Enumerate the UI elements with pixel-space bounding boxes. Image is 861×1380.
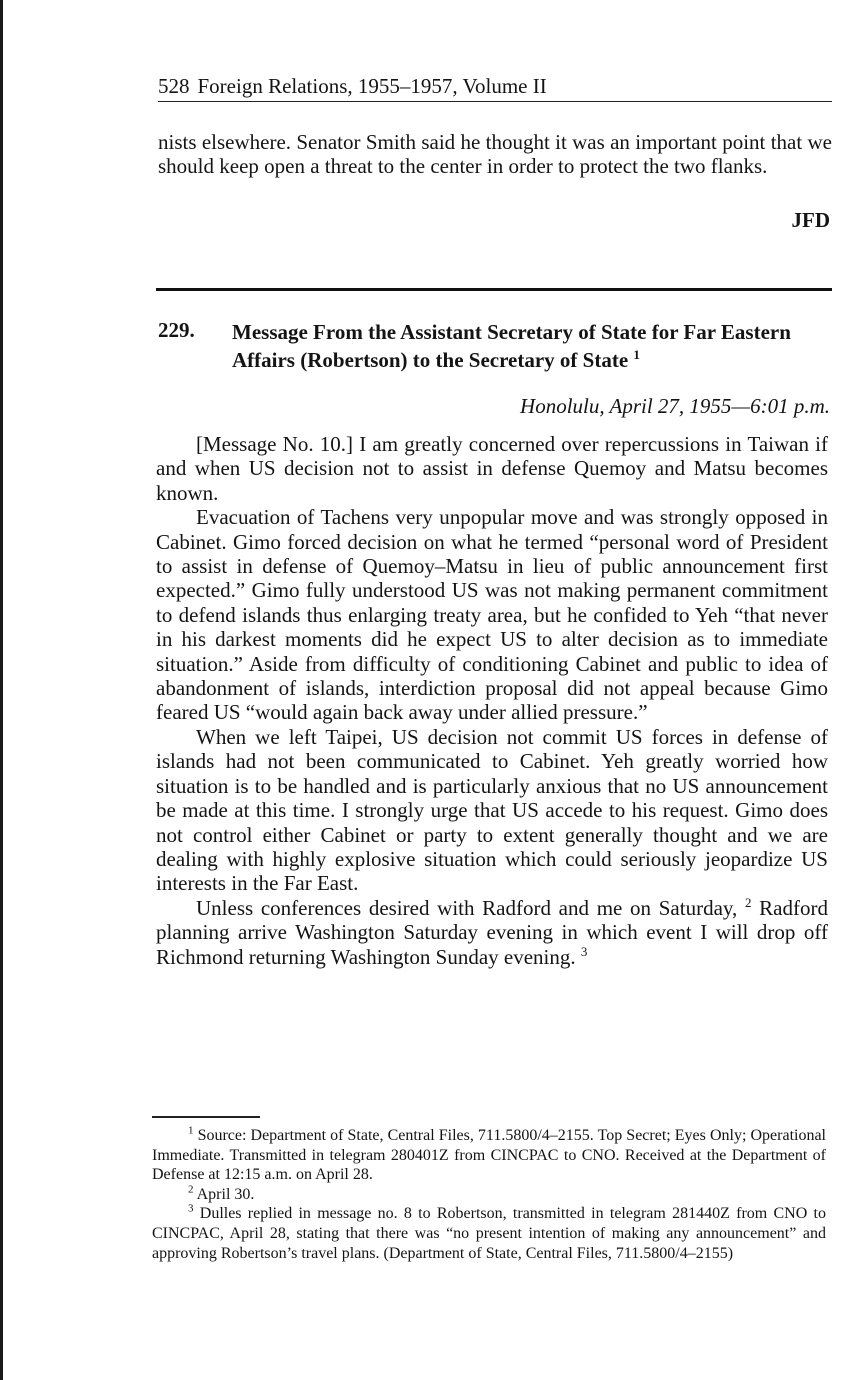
- footnote-3-marker: 3: [188, 1203, 194, 1216]
- section-divider: [156, 288, 832, 291]
- footnote-separator: [152, 1116, 260, 1118]
- footnotes: [152, 1126, 826, 1263]
- paragraph-3: When we left Taipei, US decision not commit US forces in defense of islands had not been communicated to Cabinet. Yeh greatly worried how situation is to be handled and is particularly anxious that no US announcement be made at this time. I strongly urge that US accede to his request. Gimo does not control either Cabinet or party to extent generally thought and we are dealing with highly explosive situation which could seriously jeopardize US interests in the Far East.: [156, 724, 828, 896]
- paragraph-4-part-b: Radford planning arrive Washington Saturday evening in which event I will drop off Richmond returning Washington Sunday evening.: [156, 895, 828, 969]
- footnote-1-text: Source: Department of State, Central Files, 711.5800/4–2155. Top Secret; Eyes Only; Operational Immediate. Transmitted in telegram 280401Z from CINCPAC to CNO. Received at the Department of Defense at 12:15 a.m. on April 28.: [152, 1127, 826, 1184]
- footnote-2-marker: 2: [188, 1183, 194, 1196]
- footnote-3-text: Dulles replied in message no. 8 to Robertson, transmitted in telegram 281440Z from CNO to CINCPAC, April 28, stating that there was “no present intention of making any announcement” and approving Robertson’s travel plans. (Department of State, Central Files, 711.5800/4–2155): [152, 1205, 826, 1262]
- footnote-3: [152, 1204, 826, 1263]
- paragraph-2: Evacuation of Tachens very unpopular move and was strongly opposed in Cabinet. Gimo forced decision on what he termed “personal word of President to assist in defense of Quemoy–Matsu in lieu of public announcement first expected.” Gimo fully understood US was not making permanent commitment to defend islands thus enlarging treaty area, but he confided to Yeh “that never in his darkest moments did he expect US to alter decision as to immediate situation.” Aside from difficulty of conditioning Cabinet and public to idea of abandonment of islands, interdiction proposal did not appeal because Gimo feared US “would again back away under allied pressure.”: [156, 505, 828, 725]
- page-number: 528: [158, 74, 190, 98]
- document-number: 229.: [158, 318, 195, 342]
- footnote-ref-1: 1: [633, 347, 640, 362]
- signature-initials: JFD: [791, 208, 830, 232]
- page-edge-shadow: [0, 0, 3, 1380]
- paragraph-1: [Message No. 10.] I am greatly concerned over repercussions in Taiwan if and when US decision not to assist in defense Quemoy and Matsu becomes known.: [156, 432, 828, 505]
- footnote-1-marker: 1: [188, 1124, 194, 1137]
- paragraph-4: [156, 896, 828, 969]
- document-body: [156, 432, 828, 969]
- document-title-text: Message From the Assistant Secretary of State for Far Eastern Affairs (Robertson) to the Secretary of State: [232, 320, 791, 372]
- paragraph-4-part-a: Unless conferences desired with Radford and me on Saturday,: [196, 895, 745, 920]
- footnote-1: [152, 1126, 826, 1185]
- volume-title: Foreign Relations, 1955–1957, Volume II: [197, 74, 547, 98]
- footnote-2: [152, 1185, 826, 1205]
- continued-paragraph: nists elsewhere. Senator Smith said he thought it was an important point that we should keep open a threat to the center in order to protect the two flanks.: [158, 130, 832, 179]
- footnote-ref-3: 3: [580, 943, 588, 959]
- footnote-ref-2: 2: [744, 894, 752, 910]
- running-header: [158, 72, 832, 102]
- dateline: Honolulu, April 27, 1955—6:01 p.m.: [520, 394, 830, 418]
- document-title: [232, 318, 822, 374]
- footnote-2-text: April 30.: [193, 1185, 255, 1203]
